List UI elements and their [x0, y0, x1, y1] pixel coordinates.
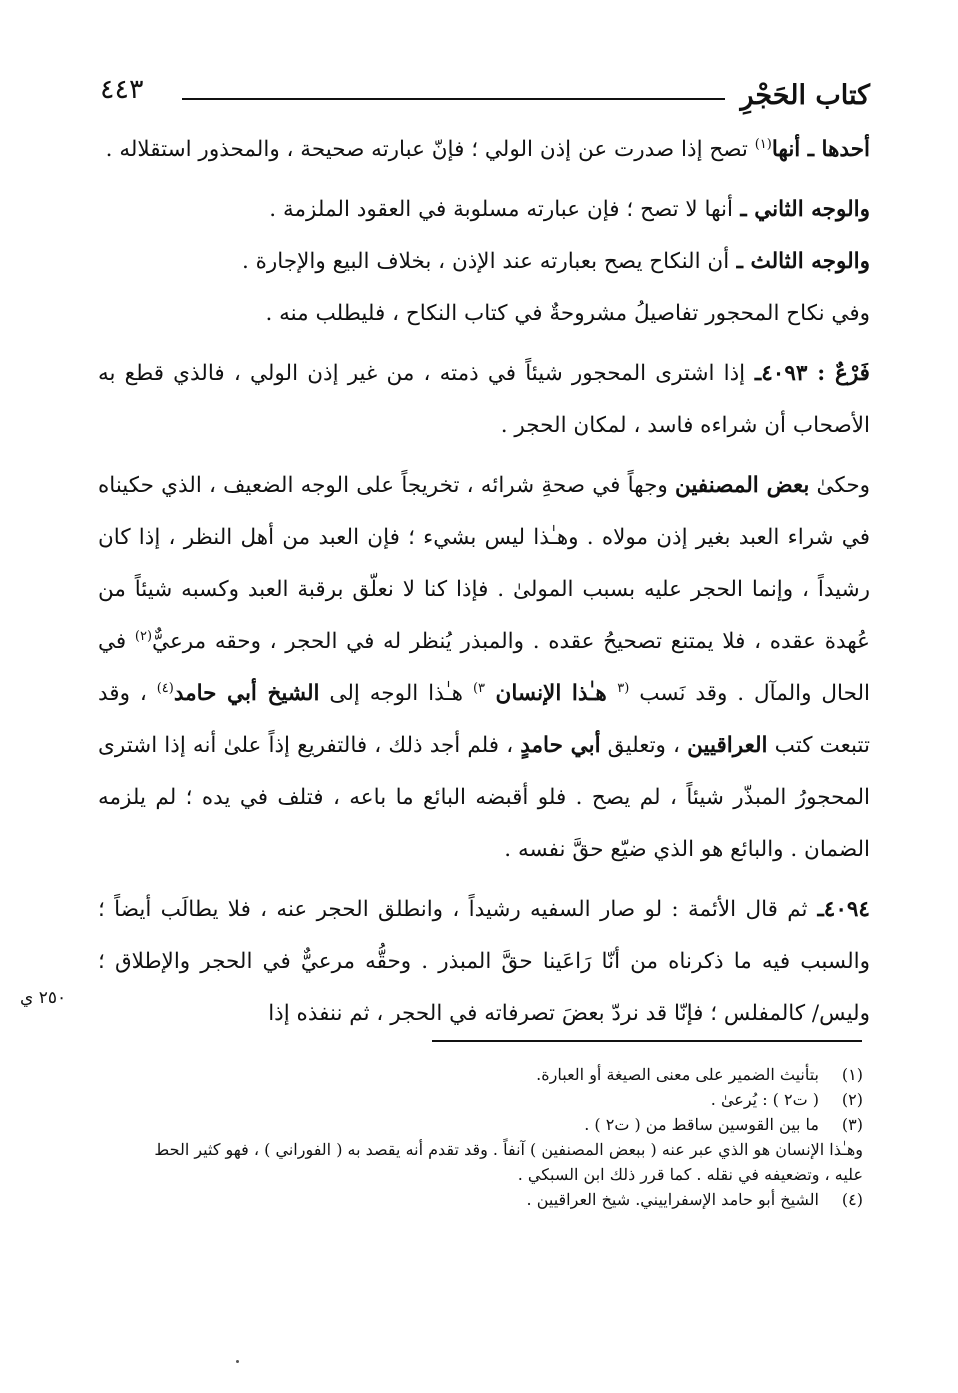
text-run: ، فلم أجد ذلك ، فالتفريع إذاً علىٰ أنه إذا اشترى المحجورُ المبذّر شيئاً ، لم يصح . فلو أقبضه البائع ما باعه ، فتلف في يده ؛ لم يلزمه الضمان . والبائع هو الذي ضيّع حقَّ نفسه . [98, 733, 870, 862]
text-run: إذا اشترى المحجور شيئاً في ذمته ، من غير إذن الولي ، فالذي قطع به الأصحاب أن شراءه فاسد ، لمكان الحجر . [98, 361, 870, 438]
print-speck [236, 1360, 239, 1363]
bold-term: فَرْعٌ : ٤٠٩٣ـ [745, 361, 870, 386]
paragraph [98, 184, 870, 236]
footnote-ref: ٣) [472, 680, 485, 696]
bold-term: الشيخ أبي حامد [173, 681, 320, 706]
chapter-title: كتاب الحَجْرِ [740, 80, 870, 111]
bold-term: والوجه الثاني ـ [732, 197, 870, 222]
paragraph [98, 236, 870, 288]
paragraph [98, 884, 870, 1040]
footnote-ref: (٢) [134, 628, 153, 644]
page-number: ٤٤٣ [100, 74, 144, 105]
text-run: وحكىٰ [809, 473, 871, 498]
footnote-number: (٤) [841, 1190, 863, 1209]
bold-term: بعض المصنفين [674, 473, 810, 498]
paragraph [98, 460, 870, 876]
paragraph [98, 348, 870, 452]
text-run: ثم قال الأئمة : لو صار السفيه رشيداً ، وانطلق الحجر عنه ، فلا يطالَب أيضاً ؛ والسبب فيه ما ذكرناه من أنّا رَاعَينا حقَّ المبذر . وحقُّه مرعيٌّ في الحجر والإطلاق ؛ وليس/ كالمفلس ؛ فإنّا قد نردّ بعضَ تصرفاته في الحجر ، ثم ننفذه إذا [98, 897, 870, 1026]
footnote-text: الشيخ أبو حامد الإسفراييني. شيخ العراقيين . [526, 1190, 819, 1209]
text-run: تصح إذا صدرت عن إذن الولي ؛ فإنّ عبارته صحيحة ، والمحذور استقلاله . [105, 137, 755, 162]
paragraph [98, 124, 870, 176]
footnote [123, 1062, 863, 1087]
footnote [123, 1112, 863, 1137]
text-run: أن النكاح يصح بعبارته عند الإذن ، بخلاف البيع والإجارة . [241, 249, 730, 274]
bold-term: أحدها ـ أنها [771, 137, 870, 162]
footnote-ref: (٣ [617, 680, 630, 696]
manuscript-marker: ٢٥٠ ي [20, 988, 67, 1008]
text-run: في الحال والمآل . وقد نَسب [98, 629, 871, 706]
footnotes [123, 1062, 863, 1212]
footnote [123, 1187, 863, 1212]
text-run: وجهاً في صحةِ شرائه ، تخريجاً على الوجه الضعيف ، الذي حكيناه في شراء العبد بغير إذن مولاه . وهـٰذا ليس بشيء ؛ فإن العبد من أهل النظر ، إذا كان رشيداً ، وإنما الحجر عليه بسبب المولىٰ . فإذا كنا لا نعلّق برقبة العبد وكسبه شيئاً من عُهدة عقده ، فلا يمتنع تصحيحُ عقده . والمبذر يُنظر له في الحجر ، وحقه مرعيٌّ [98, 473, 870, 654]
bold-term: هـٰذا الإنسان [485, 681, 618, 706]
footnote-ref: (١) [754, 136, 772, 152]
bold-term: أبي حامدٍ [520, 733, 601, 758]
footnote-rule [432, 1040, 862, 1042]
text-run: هـٰذا الوجه إلى [319, 681, 473, 706]
bold-term: ٤٠٩٤ـ [807, 897, 870, 922]
footnote-ref: (٤) [156, 680, 174, 696]
text-run: ، وتعليق [600, 733, 688, 758]
footnote-number: (٣) [841, 1115, 863, 1134]
footnote-text: بتأنيث الضمير على معنى الصيغة أو العبارة. [536, 1065, 819, 1084]
footnote-text: ( ت٢ ) : يُرعىٰ . [710, 1090, 819, 1109]
header-rule [182, 98, 725, 100]
footnote-continuation: وهـٰذا الإنسان هو الذي عبر عنه ( ببعض المصنفين ) آنفاً . وقد تقدم أنه يقصد به ( الفوراني ) ، فهو كثير الحط عليه ، وتضعيفه في نقله . كما قرر ذلك ابن السبكي . [154, 1140, 863, 1184]
footnote-number: (٢) [841, 1090, 863, 1109]
bold-term: العراقيين [687, 733, 768, 758]
footnote [123, 1087, 863, 1112]
footnote-text: ما بين القوسين ساقط من ( ت٢ ) . [584, 1115, 819, 1134]
text-run: أنها لا تصح ؛ فإن عبارته مسلوبة في العقود الملزمة . [269, 197, 733, 222]
text-run: ، وقد تتبعت كتب [98, 681, 870, 758]
running-header [100, 68, 870, 118]
footnote-number: (١) [841, 1065, 863, 1084]
bold-term: والوجه الثالث ـ [729, 249, 870, 274]
paragraph: وفي نكاح المحجور تفاصيلُ مشروحةٌ في كتاب النكاح ، فليطلب منه . [265, 301, 870, 326]
main-text [98, 124, 870, 1040]
